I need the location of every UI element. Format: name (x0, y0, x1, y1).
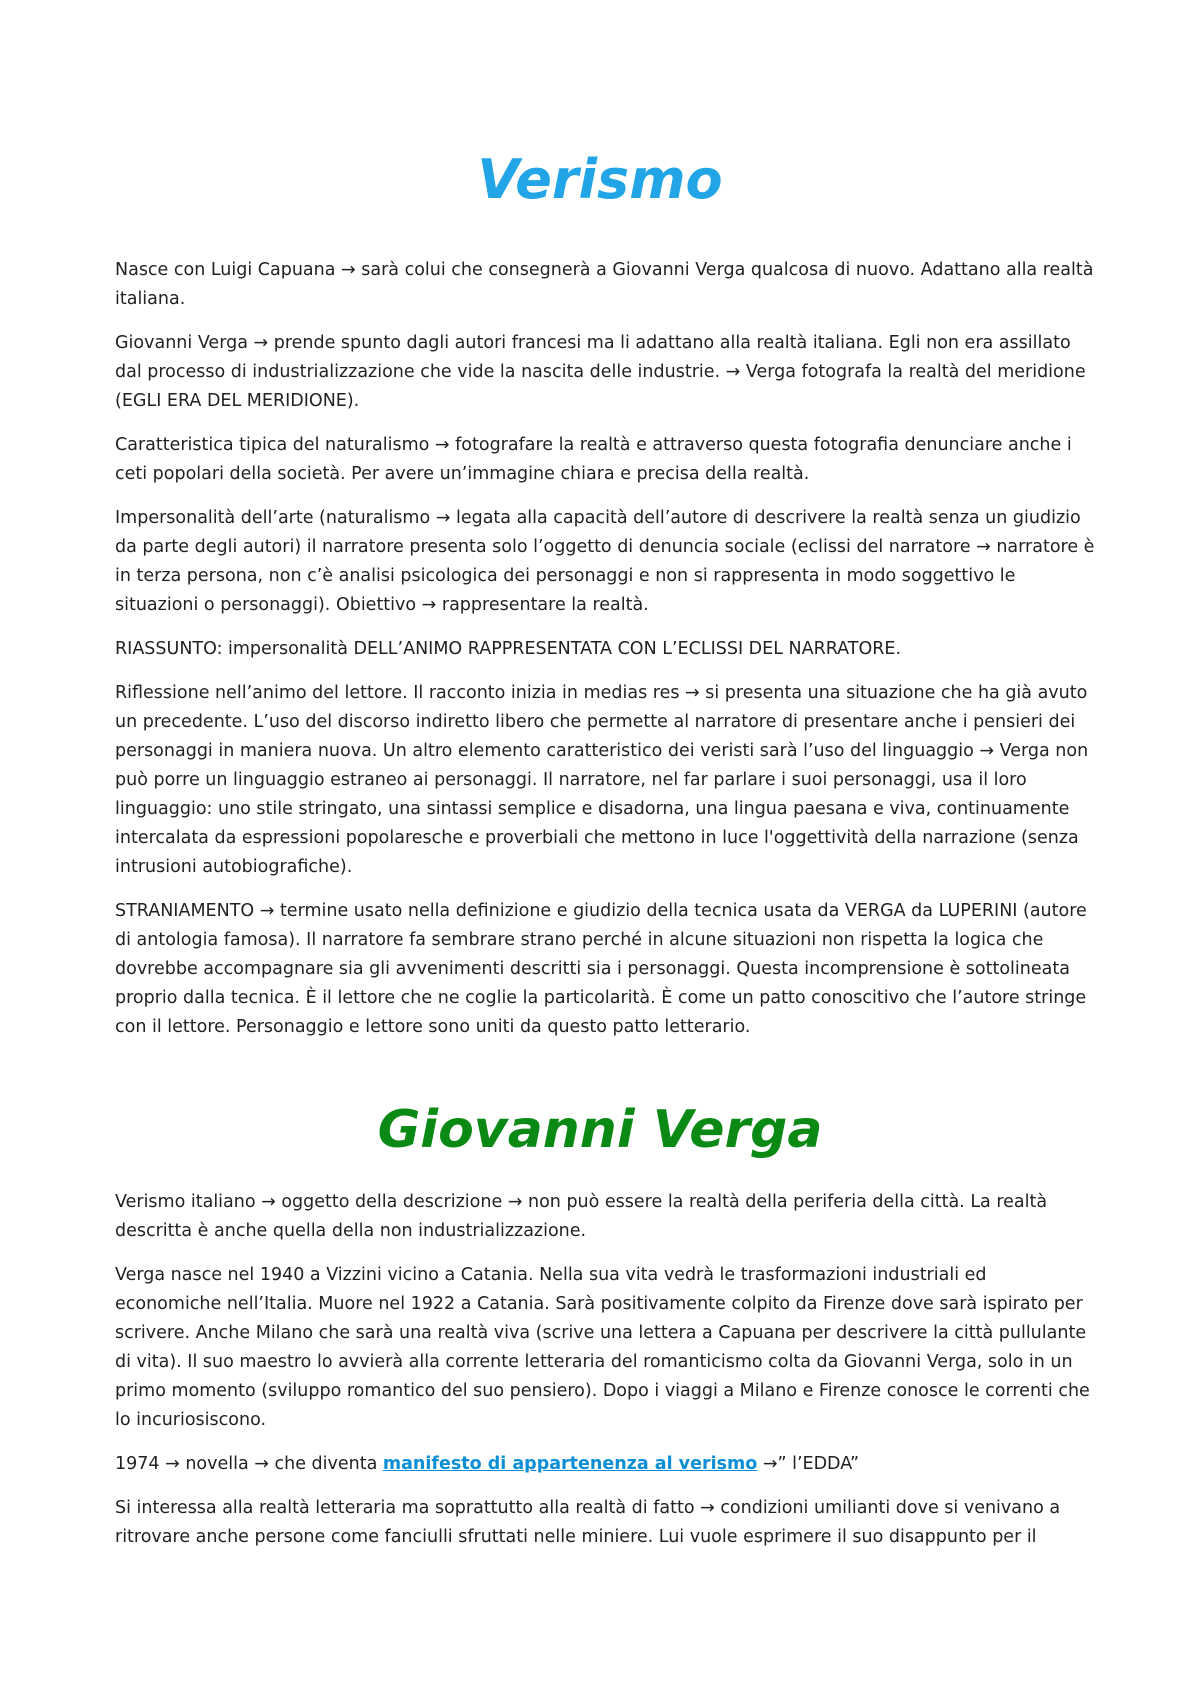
paragraph: Verga nasce nel 1940 a Vizzini vicino a Catania. Nella sua vita vedrà le trasformazioni industriali ed economiche nell’Italia. Muore nel 1922 a Catania. Sarà positivamente colpito da Firenze dove sarà ispirato per scrivere. Anche Milano che sarà una realtà viva (scrive una lettera a Capuana per descrivere la città pullulante di vita). Il suo maestro lo avvierà alla corrente letteraria del romanticismo colta da Giovanni Verga, solo in un primo momento (sviluppo romantico del suo pensiero). Dopo i viaggi a Milano e Firenze conosce le correnti che lo incuriosiscono. (115, 1265, 1090, 1430)
verismo-body (115, 256, 1095, 1057)
paragraph: Verismo italiano → oggetto della descrizione → non può essere la realtà della periferia della città. La realtà descritta è anche quella della non industrializzazione. (115, 1192, 1048, 1241)
paragraph: RIASSUNTO: impersonalità DELL’ANIMO RAPPRESENTATA CON L’ECLISSI DEL NARRATORE. (115, 639, 902, 659)
paragraph: Riflessione nell’animo del lettore. Il racconto inizia in medias res → si presenta una situazione che ha già avuto un precedente. L’uso del discorso indiretto libero che permette al narratore di presentare anche i pensieri dei personaggi in maniera nuova. Un altro elemento caratteristico dei veristi sarà l’uso del linguaggio → Verga non può porre un linguaggio estraneo ai personaggi. Il narratore, nel far parlare i suoi personaggi, usa il loro linguaggio: uno stile stringato, una sintassi semplice e disadorna, una lingua paesana e viva, continuamente intercalata da espressioni popolaresche e proverbiali che mettono in luce l'oggettività della narrazione (senza intrusioni autobiografiche). (115, 683, 1089, 877)
paragraph: Nasce con Luigi Capuana → sarà colui che consegnerà a Giovanni Verga qualcosa di nuovo. Adattano alla realtà italiana. (115, 260, 1094, 309)
paragraph: STRANIAMENTO → termine usato nella definizione e giudizio della tecnica usata da VERGA da LUPERINI (autore di antologia famosa). Il narratore fa sembrare strano perché in alcune situazioni non rispetta la logica che dovrebbe accompagnare sia gli avvenimenti descritti sia i personaggi. Questa incomprensione è sottolineata proprio dalla tecnica. È il lettore che ne coglie la particolarità. È come un patto conoscitivo che l’autore stringe con il lettore. Personaggio e lettore sono uniti da questo patto letterario. (115, 901, 1087, 1037)
verismo-title: Verismo (477, 148, 723, 211)
paragraph-1974 (115, 1450, 1095, 1479)
giovanni-verga-title: Giovanni Verga (377, 1100, 823, 1160)
paragraph: Si interessa alla realtà letteraria ma soprattutto alla realtà di fatto → condizioni umilianti dove si venivano a ritrovare anche persone come fanciulli sfruttati nelle miniere. Lui vuole esprimere il suo disappunto per il (115, 1498, 1061, 1547)
manifesto-link[interactable]: manifesto di appartenenza al verismo (382, 1454, 758, 1474)
text-after-link: →” l’EDDA” (757, 1454, 860, 1474)
paragraph: Impersonalità dell’arte (naturalismo → legata alla capacità dell’autore di descrivere la realtà senza un giudizio da parte degli autori) il narratore presenta solo l’oggetto di denuncia sociale (eclissi del narratore → narratore è in terza persona, non c’è analisi psicologica dei personaggi e non si rappresenta in modo soggettivo le situazioni o personaggi). Obiettivo → rappresentare la realtà. (115, 508, 1095, 615)
text-before-link: 1974 → novella → che diventa (115, 1454, 383, 1474)
paragraph: Giovanni Verga → prende spunto dagli autori francesi ma li adattano alla realtà italiana. Egli non era assillato dal processo di industrializzazione che vide la nascita delle industrie. → Verga fotografa la realtà del meridione (EGLI ERA DEL MERIDIONE). (115, 333, 1086, 411)
verga-body (115, 1188, 1095, 1567)
paragraph: Caratteristica tipica del naturalismo → fotografare la realtà e attraverso questa fotografia denunciare anche i ceti popolari della società. Per avere un’immagine chiara e precisa della realtà. (115, 435, 1072, 484)
